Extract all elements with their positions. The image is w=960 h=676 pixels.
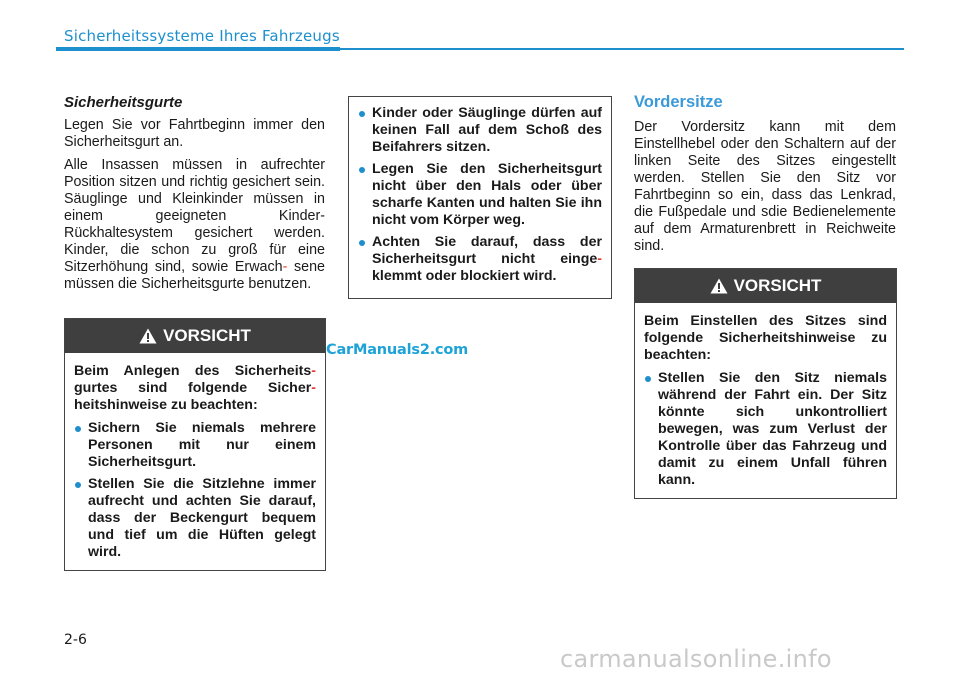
paragraph-buckle-up: Legen Sie vor Fahrtbeginn immer den Sicherheitsgurt an.: [64, 117, 325, 150]
header-rule-thick: [56, 47, 340, 51]
list-item: [644, 370, 887, 489]
bullet-dot: [359, 111, 365, 117]
bullet-dot: [75, 482, 81, 488]
right-column: [634, 93, 896, 261]
list-item: [74, 420, 316, 471]
list-item-text: klemmt oder blockiert wird.: [372, 268, 557, 284]
hyphen-mark: -: [597, 251, 602, 267]
list-item: [74, 476, 316, 561]
caution-heading: VORSICHT: [733, 276, 822, 295]
caution-intro: [74, 363, 316, 414]
caution-intro: Beim Einstellen des Sitzes sind folgende Sicherheitshinweise zu beachten:: [644, 313, 887, 363]
list-item-text: Stellen Sie den Sitz niemals während der Fahrt ein. Der Sitz könnte sich unkontrolliert bewegen, was zum Verlust der Kontrolle über das Fahrzeug und damit zu einem Unfall führen kann.: [658, 370, 887, 488]
subhead-seatbelts: Sicherheitsgurte: [64, 94, 183, 111]
caution-intro-line1: Beim Anlegen des Sicherheits: [74, 363, 312, 379]
paragraph-occupants-part2: sene müssen die Sicherheitsgurte benutzen.: [64, 259, 325, 292]
caution-list: [358, 105, 602, 285]
caution-intro-line3: heitshinweise zu beachten:: [74, 397, 258, 413]
list-item: [358, 105, 602, 156]
list-item-text: Stellen Sie die Sitzlehne immer aufrecht und achten Sie darauf, dass der Beckengurt bequem und tief um die Hüften gelegt wird.: [88, 476, 316, 560]
left-column: [64, 94, 325, 299]
bullet-dot: [359, 167, 365, 173]
paragraph-occupants: [64, 157, 325, 293]
bullet-dot: [75, 426, 81, 432]
caution-body: [349, 97, 611, 298]
bullet-dot: [359, 240, 365, 246]
list-item-text: Sichern Sie niemals mehrere Personen mit nur einem Sicherheitsgurt.: [88, 420, 316, 470]
section-header-title: Sicherheitssysteme Ihres Fahrzeugs: [64, 27, 340, 45]
caution-header: [635, 269, 896, 303]
caution-box-continued: [348, 96, 612, 299]
caution-intro-line2: gurtes sind folgende Sicher: [74, 380, 312, 396]
caution-body: [65, 353, 325, 578]
list-item-text: Achten Sie darauf, dass der Sicherheitsgurt nicht einge: [372, 234, 602, 267]
caution-heading: VORSICHT: [163, 326, 251, 345]
footer-watermark: carmanualsonline.info: [560, 645, 832, 673]
warning-triangle-icon: [139, 328, 157, 344]
list-item-text: Legen Sie den Sicherheitsgurt nicht über den Hals oder über scharfe Kanten und halten Sie ihn nicht vom Körper weg.: [372, 161, 602, 228]
hyphen-mark: -: [282, 259, 288, 275]
paragraph-front-seats: Der Vordersitz kann mit dem Einstellhebel oder den Schaltern auf der linken Seite des Sitzes eingestellt werden. Stellen Sie den Sitz vor Fahrtbeginn so ein, dass das Lenkrad, die Fußpedale und sdie Bedienelemente auf dem Armaturenbrett in Reichweite sind.: [634, 119, 896, 254]
caution-box-seat: [634, 268, 897, 499]
paragraph-occupants-part1: Alle Insassen müssen in aufrechter Position sitzen und richtig gesichert sein. Säuglinge und Kleinkinder müssen in einem geeigneten Kinder-Rückhaltesystem gesichert werden. Kinder, die schon zu groß für eine Sitzerhöhung sind, sowie Erwach: [64, 157, 325, 275]
hyphen-mark: -: [311, 363, 316, 379]
caution-header: [65, 319, 325, 353]
list-item: [358, 234, 602, 285]
caution-box-seatbelt: [64, 318, 326, 571]
caution-list: [74, 420, 316, 561]
list-item-text: Kinder oder Säuglinge dürfen auf keinen Fall auf dem Schoß des Beifahrers sitzen.: [372, 105, 602, 155]
bullet-dot: [645, 376, 651, 382]
section-title-front-seats: Vordersitze: [634, 93, 723, 111]
warning-triangle-icon: [710, 278, 728, 294]
header-rule-thin: [340, 48, 904, 50]
watermark-text: CarManuals2.com: [326, 342, 469, 358]
hyphen-mark: -: [311, 380, 316, 396]
caution-list: [644, 370, 887, 489]
caution-body: [635, 303, 896, 506]
list-item: [358, 161, 602, 229]
page-number: 2-6: [64, 632, 87, 648]
